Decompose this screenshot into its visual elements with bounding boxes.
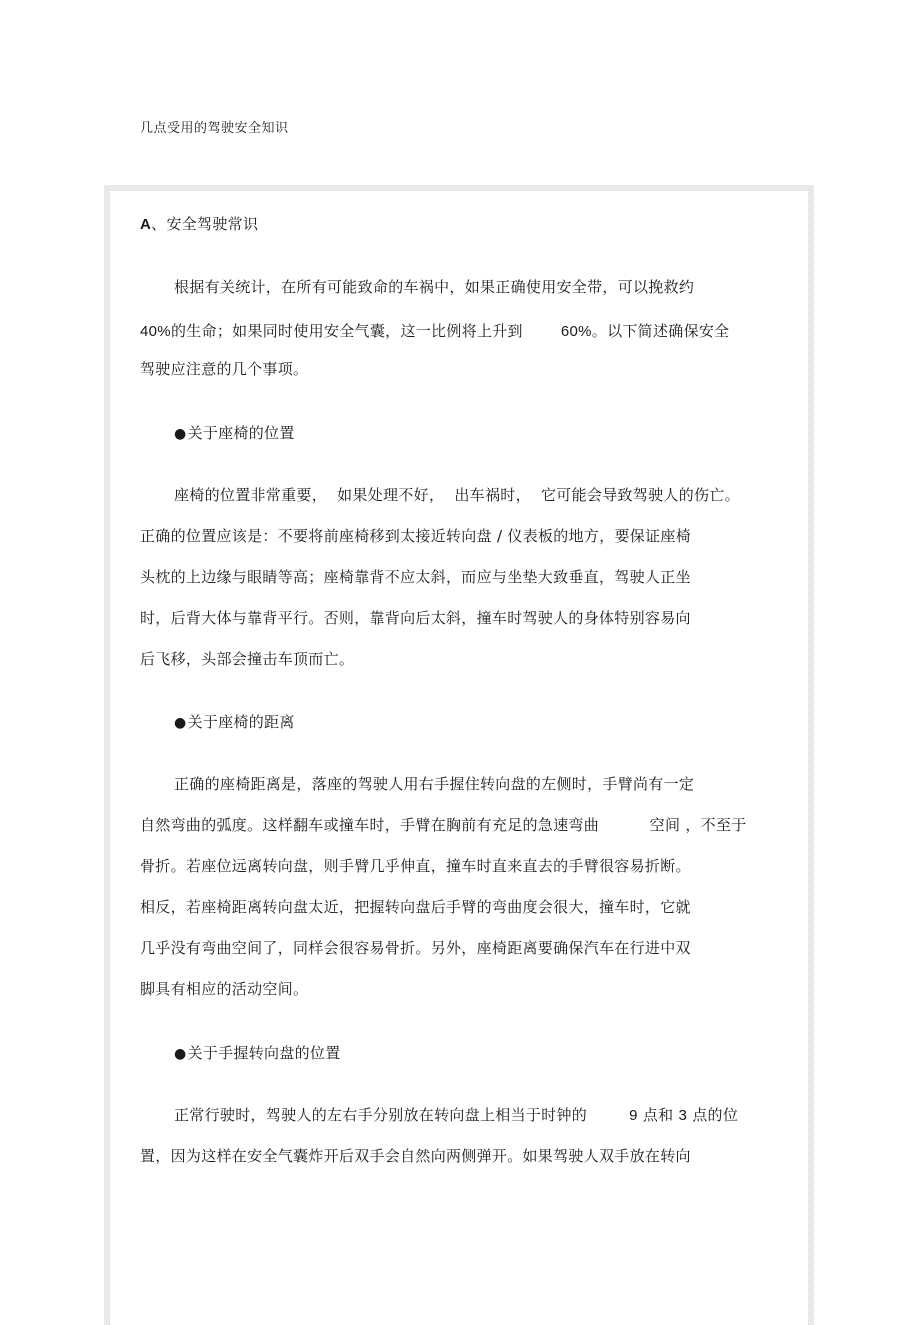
bullet-icon: ● [174,715,187,731]
intro-percent-40: 40% [140,323,171,340]
topic-1-line-4: 时，后背大体与靠背平行。否则，靠背向后太斜，撞车时驾驶人的身体特别容易向 [140,609,691,627]
topic-heading-text: 关于座椅的距离 [187,713,295,731]
bullet-icon: ● [174,426,187,442]
topic-2-line-3: 骨折。若座位远离转向盘，则手臂几乎伸直，撞车时直来直去的手臂很容易折断。 [140,857,691,875]
topic-3-line-1-end: 点的位 [687,1106,739,1124]
topic-2-line-4: 相反，若座椅距离转向盘太近，把握转向盘后手臂的弯曲度会很大，撞车时，它就 [140,898,691,916]
intro-line-1: 根据有关统计，在所有可能致命的车祸中，如果正确使用安全带，可以挽救约 [174,278,695,296]
document-title: 几点受用的驾驶安全知识 [140,121,289,136]
intro-percent-60: 60% [560,323,592,340]
section-heading-text: 、安全驾驶常识 [151,215,259,233]
topic-1-line-2: 正确的位置应该是：不要将前座椅移到太接近转向盘 / 仪表板的地方，要保证座椅 [140,527,691,545]
intro-line-2-text-a: 的生命；如果同时使用安全气囊，这一比例将上升到 [170,322,523,340]
topic-1-line-1: 座椅的位置非常重要， 如果处理不好， 出车祸时， 它可能会导致驾驶人的伤亡。 [174,486,740,504]
topic-heading-seat-distance [174,711,295,732]
topic-heading-text: 关于座椅的位置 [187,424,295,442]
topic-1-line-5: 后飞移，头部会撞击车顶而亡。 [140,650,355,668]
topic-3-line-1 [174,1104,738,1125]
intro-line-2-text-b: 。以下简述确保安全 [591,322,730,340]
clock-9: 9 [629,1107,638,1124]
topic-2-line-1: 正确的座椅距离是，落座的驾驶人用右手握住转向盘的左侧时，手臂尚有一定 [174,775,695,793]
topic-heading-seat-position [174,422,295,443]
topic-2-line-2: 自然弯曲的弧度。这样翻车或撞车时，手臂在胸前有充足的急速弯曲 空间 ，不至于 [140,816,747,834]
clock-3: 3 [678,1107,688,1124]
bullet-icon: ● [174,1046,187,1062]
topic-3-line-1-mid: 点和 [637,1106,679,1124]
topic-2-line-5: 几乎没有弯曲空间了，同样会很容易骨折。另外，座椅距离要确保汽车在行进中双 [140,939,691,957]
topic-3-line-1-text: 正常行驶时，驾驶人的左右手分别放在转向盘上相当于时钟的 [174,1106,588,1124]
intro-line-2 [140,320,729,341]
topic-1-line-3: 头枕的上边缘与眼睛等高；座椅靠背不应太斜，而应与坐垫大致垂直，驾驶人正坐 [140,568,691,586]
topic-heading-text: 关于手握转向盘的位置 [187,1044,341,1062]
section-heading [140,213,258,234]
topic-heading-hand-position [174,1042,341,1063]
section-letter: A [140,216,152,233]
topic-2-line-6: 脚具有相应的活动空间。 [140,980,309,998]
intro-line-3: 驾驶应注意的几个事项。 [140,360,309,378]
topic-3-line-2: 置，因为这样在安全气囊炸开后双手会自然向两侧弹开。如果驾驶人双手放在转向 [140,1147,691,1165]
